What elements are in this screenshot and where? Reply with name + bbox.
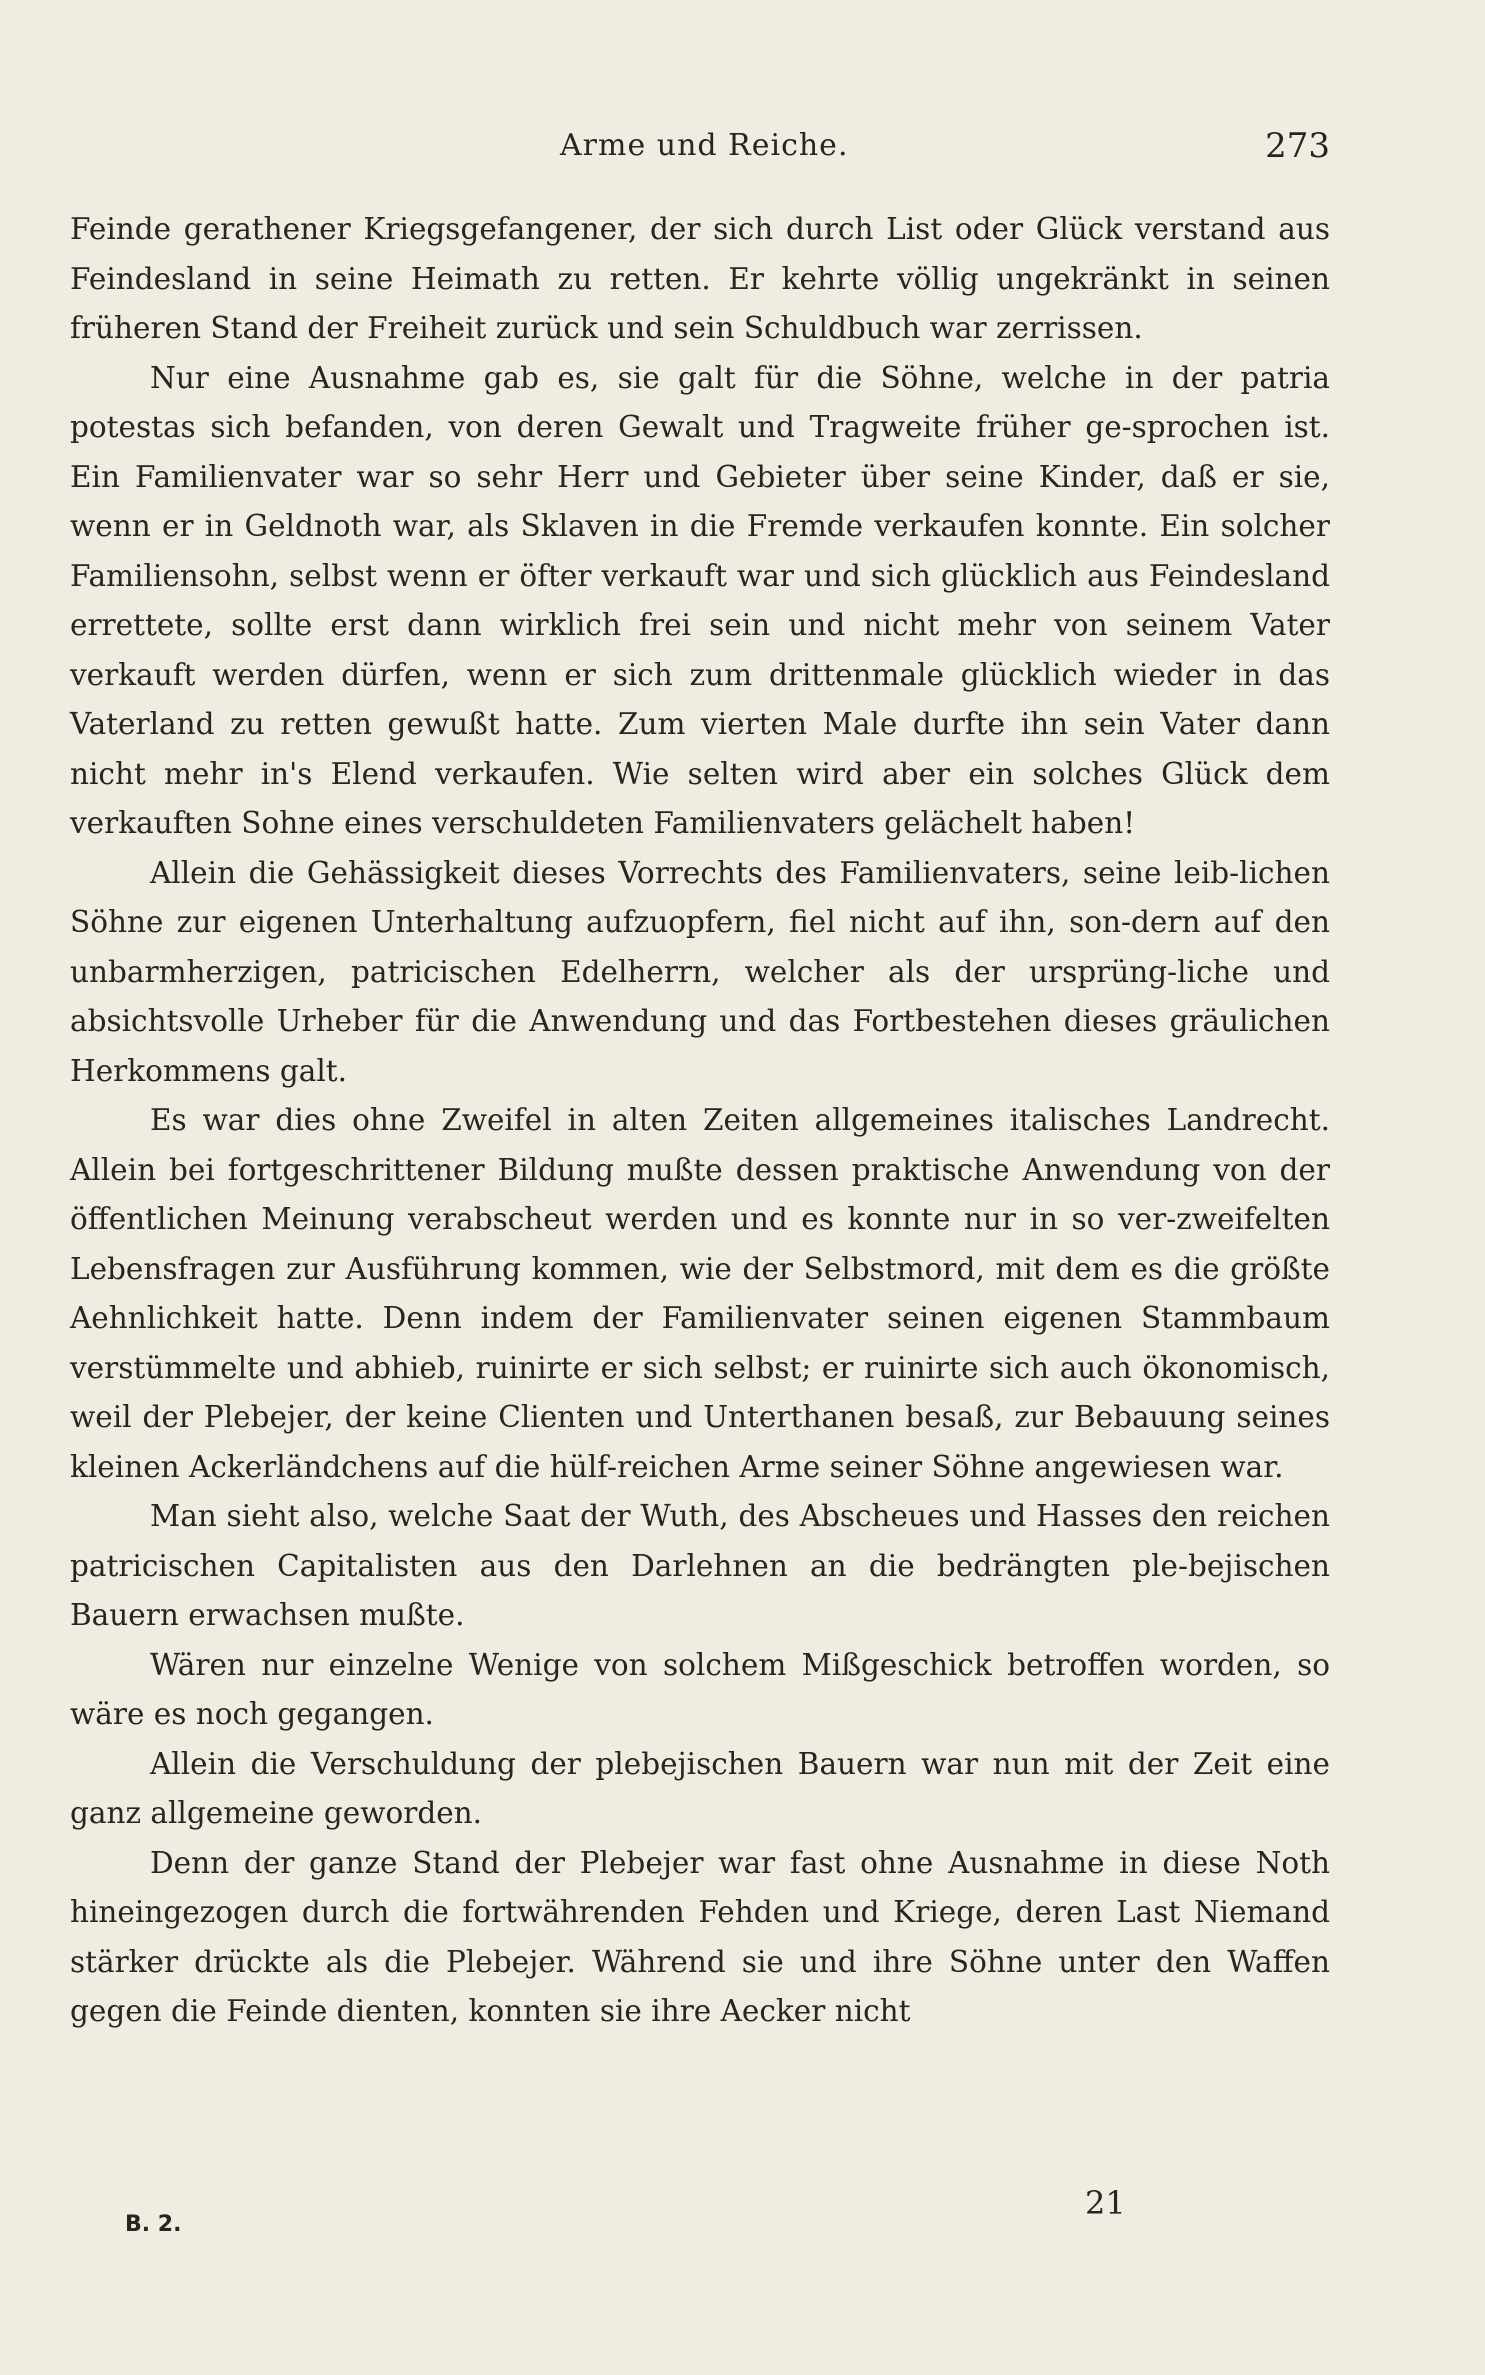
paragraph: Es war dies ohne Zweifel in alten Zeiten allgemeines italisches Landrecht. Allein bei fortgeschrittener Bildung mußte dessen praktische Anwendung von der öffentlichen Meinung verabscheut werden und es konnte nur in so ver-zweifelten Lebensfragen zur Ausführung kommen, wie der Selbstmord, mit dem es die größte Aehnlichkeit hatte. Denn indem der Familienvater seinen eigenen Stammbaum verstümmelte und abhieb, ruinirte er sich selbst; er ruinirte sich auch ökonomisch, weil der Plebejer, der keine Clienten und Unterthanen besaß, zur Bebauung seines kleinen Ackerländchens auf die hülf-reichen Arme seiner Söhne angewiesen war.	[70, 1103, 1330, 1484]
running-head	[70, 118, 1330, 178]
sheet-number: 21	[1085, 2184, 1126, 2222]
page-number: 273	[1265, 126, 1330, 166]
paragraph: Denn der ganze Stand der Plebejer war fast ohne Ausnahme in diese Noth hineingezogen durch die fortwährenden Fehden und Kriege, deren Last Niemand stärker drückte als die Plebejer. Während sie und ihre Söhne unter den Waffen gegen die Feinde dienten, konnten sie ihre Aecker nicht	[70, 1845, 1330, 2028]
book-page	[70, 0, 1330, 2375]
paragraph: Feinde gerathener Kriegsgefangener, der sich durch List oder Glück verstand aus Feindesland in seine Heimath zu retten. Er kehrte völlig ungekränkt in seinen früheren Stand der Freiheit zurück und sein Schuldbuch war zerrissen.	[70, 212, 1330, 345]
paragraph: Wären nur einzelne Wenige von solchem Mißgeschick betroffen worden, so wäre es noch gegangen.	[70, 1647, 1330, 1731]
paragraph: Allein die Gehässigkeit dieses Vorrechts des Familienvaters, seine leib-lichen Söhne zur eigenen Unterhaltung aufzuopfern, fiel nicht auf ihn, son-dern auf den unbarmherzigen, patricischen Edelherrn, welcher als der ursprüng-liche und absichtsvolle Urheber für die Anwendung und das Fortbestehen dieses gräulichen Herkommens galt.	[70, 855, 1330, 1088]
header-title: Arme und Reiche.	[560, 128, 849, 163]
body-text	[70, 205, 1330, 2037]
printer-signature: B. 2.	[125, 2212, 182, 2237]
paragraph: Allein die Verschuldung der plebejischen Bauern war nun mit der Zeit eine ganz allgemeine geworden.	[70, 1746, 1330, 1830]
paragraph: Nur eine Ausnahme gab es, sie galt für die Söhne, welche in der patria potestas sich befanden, von deren Gewalt und Tragweite früher ge-sprochen ist. Ein Familienvater war so sehr Herr und Gebieter über seine Kinder, daß er sie, wenn er in Geldnoth war, als Sklaven in die Fremde verkaufen konnte. Ein solcher Familiensohn, selbst wenn er öfter verkauft war und sich glücklich aus Feindesland errettete, sollte erst dann wirklich frei sein und nicht mehr von seinem Vater verkauft werden dürfen, wenn er sich zum drittenmale glücklich wieder in das Vaterland zu retten gewußt hatte. Zum vierten Male durfte ihn sein Vater dann nicht mehr in's Elend verkaufen. Wie selten wird aber ein solches Glück dem verkauften Sohne eines verschuldeten Familienvaters gelächelt haben!	[70, 360, 1330, 840]
paragraph: Man sieht also, welche Saat der Wuth, des Abscheues und Hasses den reichen patricischen Capitalisten aus den Darlehnen an die bedrängten ple-bejischen Bauern erwachsen mußte.	[70, 1499, 1330, 1632]
